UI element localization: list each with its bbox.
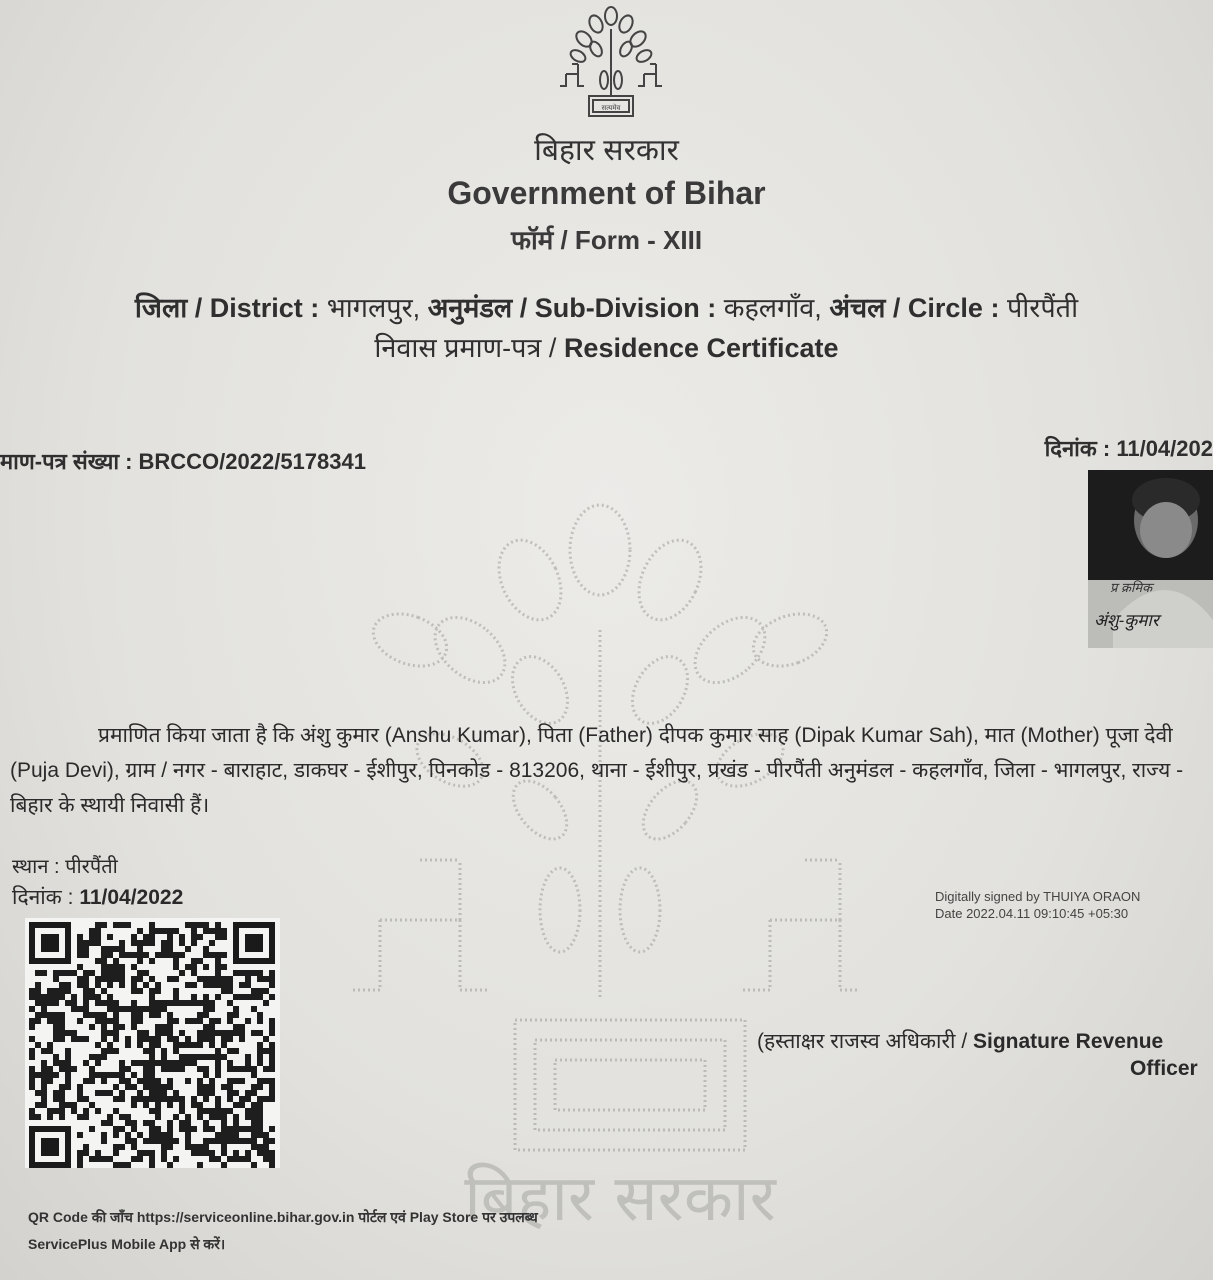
watermark-emblem-icon [340,480,860,1240]
circle-value: पीरपैंती [1006,293,1079,323]
issue-date-label: दिनांक : [12,886,74,909]
certificate-number-label: माण-पत्र संख्या : [0,449,133,474]
qr-code-icon[interactable] [25,918,280,1168]
emblem-text: सत्यमेव [601,104,621,112]
photo-caption: अंशु-कुमार [1094,611,1159,630]
form-number: फॉर्म / Form - XIII [510,225,703,255]
bihar-emblem-icon [556,4,666,120]
header-title-hindi: बिहार सरकार [534,134,679,167]
subdivision-value: कहलगाँव, [723,293,822,323]
certificate-body [10,718,1213,823]
digital-signature [935,888,1140,922]
signature-label-english: Signature Revenue [973,1030,1164,1053]
digital-signature-line1: Digitally signed by THUIYA ORAON [935,889,1141,904]
qr-verification-note-app: ServicePlus Mobile App से करें। [28,1236,226,1252]
certificate-title [0,328,1213,365]
signature-label-hindi: (हस्ताक्षर राजस्व अधिकारी / [757,1030,968,1053]
header-title-english: Government of Bihar [447,175,766,211]
photo-caption-top: प्र क्रमिक [1110,580,1153,595]
certificate-title-english: Residence Certificate [563,333,839,363]
signature-officer: Officer [1130,1057,1198,1080]
qr-verification-note: QR Code की जाँच https://serviceonline.bihar.gov.in पोर्टल एवं Play Store पर उपलब्ध [28,1209,538,1225]
issue-date-value: 11/04/2022 [79,886,184,909]
circle-label: अंचल / Circle : [829,293,1000,323]
watermark-text: बिहार सरकार [464,1162,776,1236]
certificate-number [0,446,366,476]
applicant-photo [1088,470,1213,648]
district-value: भागलपुर, [326,293,421,323]
subdivision-label: अनुमंडल / Sub-Division : [427,293,717,323]
certificate-title-hindi: निवास प्रमाण-पत्र / [374,333,557,363]
certificate-body-text: प्रमाणित किया जाता है कि अंशु कुमार (Anshu Kumar), पिता (Father) दीपक कुमार साह (Dipak Kumar Sah), मात (Mother) पूजा देवी (Puja Devi), ग्राम / नगर - बाराहाट, डाकघर - ईशीपुर, पिनकोड - 813206, थाना - ईशीपुर, प्रखंड - पीरपैंती अनुमंडल - कहलगाँव, जिला - भागलपुर, राज्य - बिहार के स्थायी निवासी हैं। [10,724,1184,817]
certificate-date-label: दिनांक : [1044,436,1111,461]
digital-signature-line2: Date 2022.04.11 09:10:45 +05:30 [935,906,1129,921]
location-line [0,288,1213,325]
certificate-date [1045,433,1213,463]
district-label: जिला / District : [134,293,320,323]
issue-date [12,883,183,911]
certificate-date-value: 11/04/202 [1116,436,1213,461]
certificate-number-value: BRCCO/2022/5178341 [138,449,366,474]
place: स्थान : पीरपैंती [12,856,118,878]
signature-label [757,1027,1163,1055]
